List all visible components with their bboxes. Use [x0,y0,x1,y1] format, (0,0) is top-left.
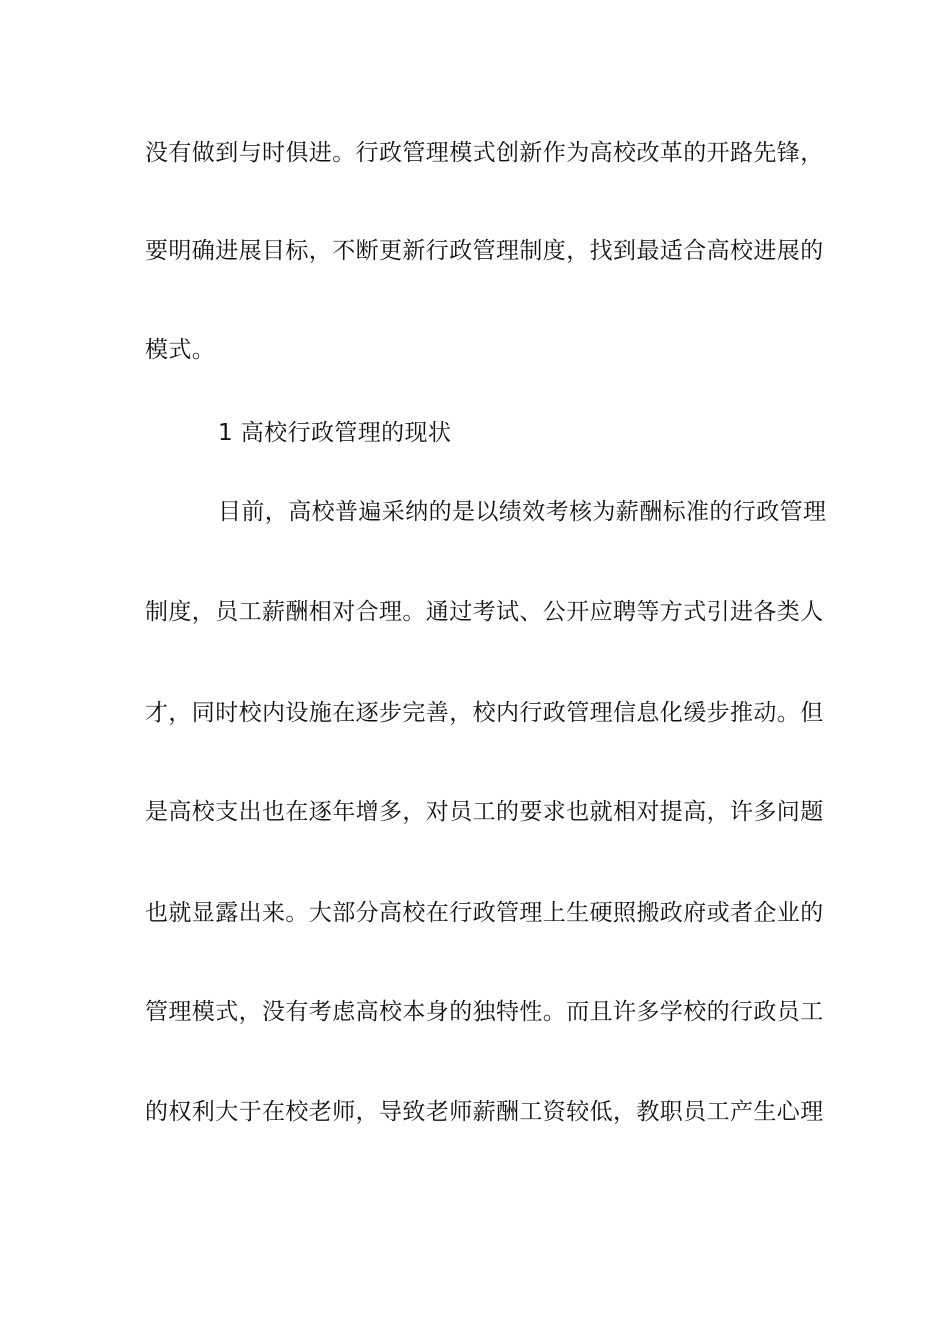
paragraph-line: 没有做到与时俱进。行政管理模式创新作为高校改革的开路先锋， [145,140,824,166]
paragraph-line: 也就显露出来。大部分高校在行政管理上生硬照搬政府或者企业的 [145,900,824,926]
section-heading: 1 高校行政管理的现状 [218,420,452,446]
paragraph-line: 管理模式，没有考虑高校本身的独特性。而且许多学校的行政员工 [145,999,824,1025]
paragraph-line: 目前，高校普遍采纳的是以绩效考核为薪酬标准的行政管理 [218,499,827,525]
paragraph-line: 制度，员工薪酬相对合理。通过考试、公开应聘等方式引进各类人 [145,599,824,625]
paragraph-line: 模式。 [145,337,216,363]
paragraph-line: 是高校支出也在逐年增多，对员工的要求也就相对提高，许多问题 [145,799,824,825]
paragraph-line: 的权利大于在校老师，导致老师薪酬工资较低，教职员工产生心理 [145,1099,824,1125]
paragraph-line: 要明确进展目标，不断更新行政管理制度，找到最适合高校进展的 [145,238,824,264]
paragraph-line: 才，同时校内设施在逐步完善，校内行政管理信息化缓步推动。但 [145,700,824,726]
